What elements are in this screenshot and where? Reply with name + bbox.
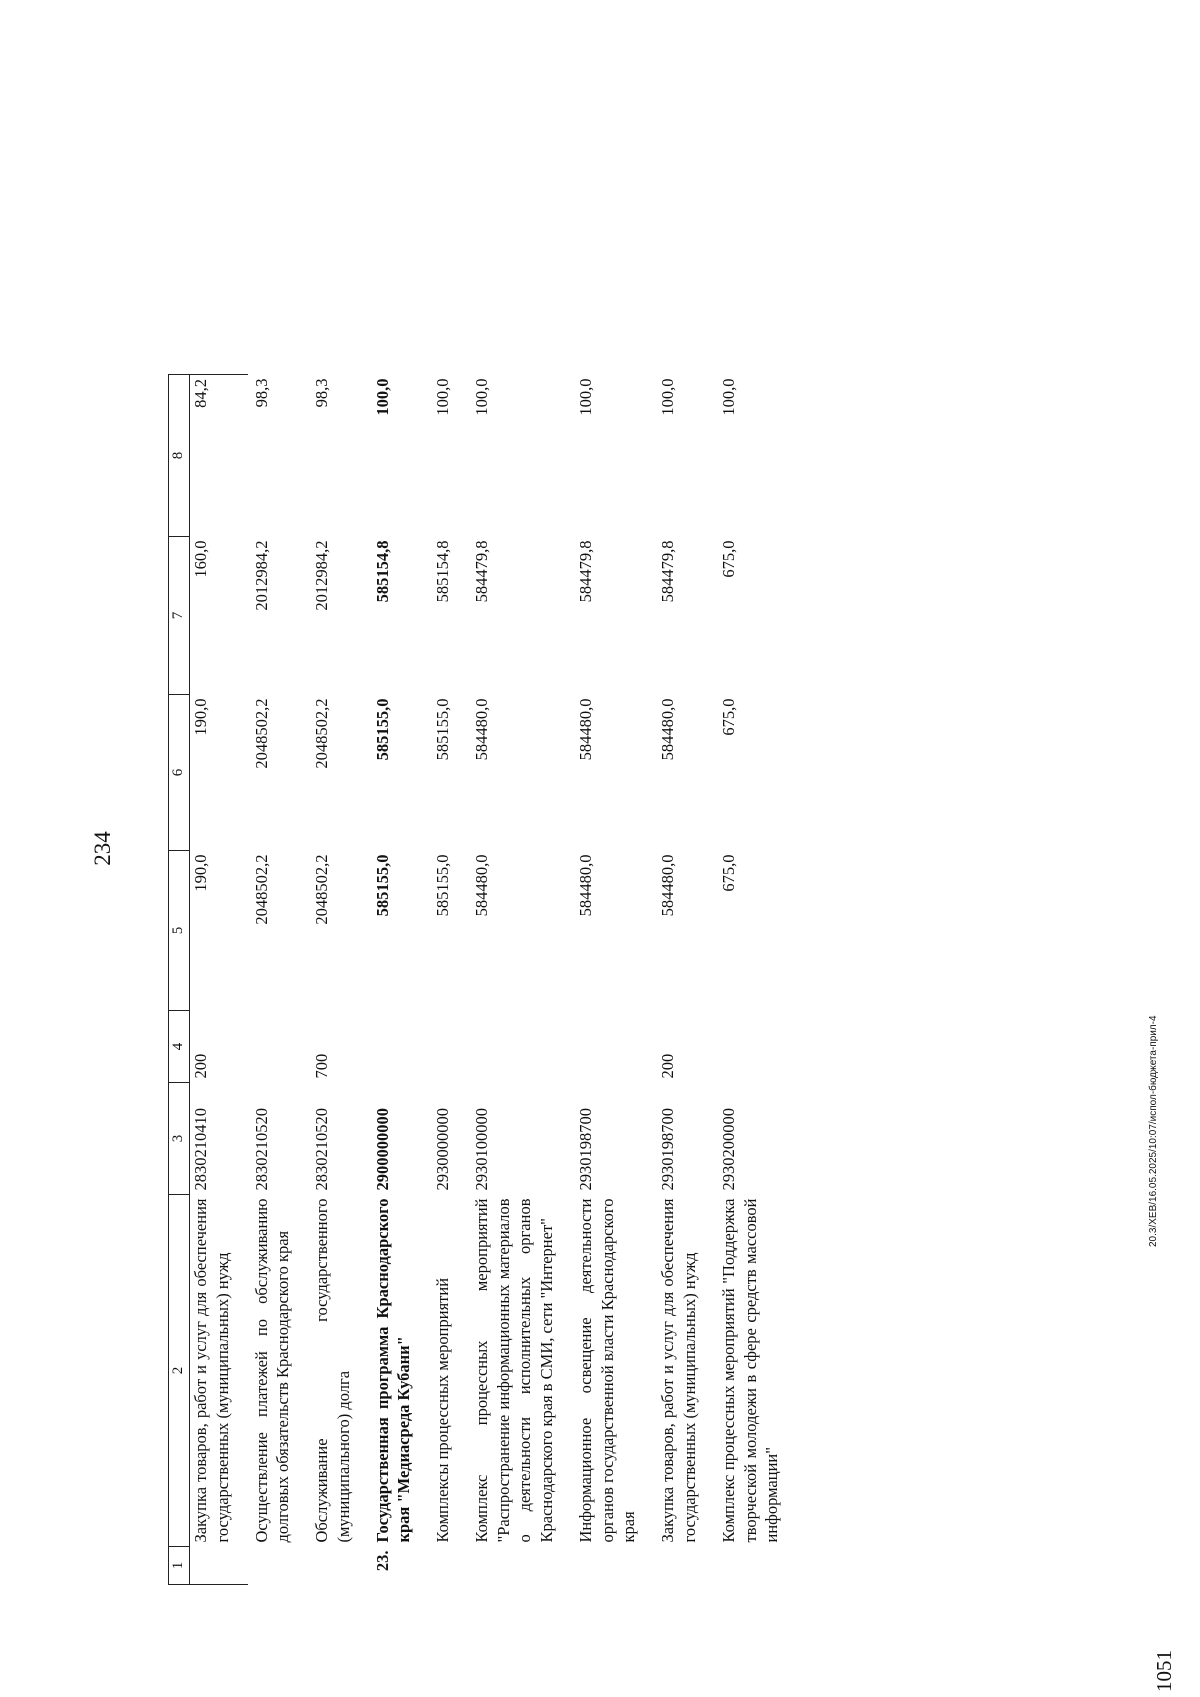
row-index: 23. — [372, 1550, 392, 1572]
sheet-number: 1051 — [1152, 1650, 1176, 1692]
row-col7-value: 585154,8 — [372, 540, 392, 603]
row-expense-type — [369, 1011, 430, 1083]
row-col7-value: 2012984,2 — [251, 540, 271, 611]
row-description: Обслуживание государственного (муниципального) долга — [312, 1198, 353, 1543]
row-index — [248, 1547, 309, 1585]
row-col6-value: 584480,0 — [471, 698, 491, 761]
header-cell-6: 6 — [169, 695, 190, 851]
row-index — [572, 1547, 654, 1585]
row-description: Осуществление платежей по обслуживанию долговых обязательств Краснодарского края — [251, 1198, 293, 1543]
row-col5-value: 190,0 — [191, 854, 210, 892]
row-index — [429, 1547, 468, 1585]
row-col5-value: 2048502,2 — [251, 854, 271, 925]
table-row — [308, 375, 369, 1585]
row-col5-value: 585155,0 — [372, 854, 392, 917]
row-description: Информационное освещение деятельности органов государственной власти Краснодарского края — [575, 1198, 639, 1543]
table-row — [429, 375, 468, 1585]
row-col7-value: 160,0 — [191, 540, 210, 578]
row-expense-type — [248, 1011, 309, 1083]
row-col5-value: 584480,0 — [471, 854, 491, 917]
row-expense-type — [429, 1011, 468, 1083]
row-target-code: 2930000000 — [433, 1108, 453, 1191]
header-cell-7: 7 — [169, 537, 190, 695]
row-col6-value: 584480,0 — [658, 698, 678, 761]
row-target-code: 2830210520 — [312, 1108, 332, 1191]
row-target-code: 2930200000 — [718, 1108, 738, 1191]
row-col8-value: 100,0 — [718, 378, 738, 416]
header-cell-2: 2 — [169, 1195, 190, 1547]
row-col8-value: 100,0 — [575, 378, 595, 416]
row-index — [190, 1547, 248, 1585]
row-col7-value: 584479,8 — [471, 540, 491, 603]
table-row — [715, 375, 797, 1585]
budget-table — [168, 374, 797, 1585]
row-col7-value: 2012984,2 — [312, 540, 332, 611]
row-col8-value: 100,0 — [433, 378, 453, 416]
row-description: Государственная программа Краснодарского края "Медиасреда Кубани" — [372, 1198, 414, 1543]
footer-document-code: 20.3/XEB/16.05.2025/10:07/испол-бюджета-прил-4 — [1148, 1015, 1159, 1247]
row-col5-value: 584480,0 — [575, 854, 595, 917]
row-description: Комплекс процессных мероприятий "Распространение информационных материалов о деятельности исполнительных органов Краснодарского края в СМИ, сети "Интернет" — [471, 1198, 557, 1543]
row-col6-value: 585155,0 — [372, 698, 392, 761]
row-col7-value: 585154,8 — [433, 540, 453, 603]
row-index — [715, 1547, 797, 1585]
row-col6-value: 584480,0 — [575, 698, 595, 761]
table-row — [572, 375, 654, 1585]
table-row — [468, 375, 572, 1585]
row-index — [468, 1547, 572, 1585]
row-col7-value: 584479,8 — [575, 540, 595, 603]
row-col5-value: 2048502,2 — [312, 854, 332, 925]
table-row-program — [369, 375, 430, 1585]
row-expense-type: 200 — [191, 1053, 210, 1079]
table-row — [654, 375, 715, 1585]
table-row — [190, 375, 248, 1585]
row-col8-value: 100,0 — [471, 378, 491, 416]
row-col6-value: 190,0 — [191, 698, 210, 736]
row-target-code: 2830210410 — [191, 1108, 210, 1191]
row-col8-value: 98,3 — [312, 378, 332, 408]
row-target-code: 2930198700 — [575, 1108, 595, 1191]
table-header-row — [169, 375, 190, 1585]
row-col6-value: 675,0 — [718, 698, 738, 736]
row-target-code: 2930100000 — [471, 1108, 491, 1191]
row-expense-type: 700 — [312, 1053, 332, 1079]
row-target-code: 2900000000 — [372, 1108, 392, 1191]
header-cell-3: 3 — [169, 1083, 190, 1195]
row-col8-value: 100,0 — [658, 378, 678, 416]
row-description: Комплексы процессных мероприятий — [433, 1277, 453, 1543]
row-col6-value: 585155,0 — [433, 698, 453, 761]
header-cell-4: 4 — [169, 1011, 190, 1083]
row-col5-value: 675,0 — [718, 854, 738, 892]
row-col5-value: 584480,0 — [658, 854, 678, 917]
row-col5-value: 585155,0 — [433, 854, 453, 917]
row-target-code: 2930198700 — [658, 1108, 678, 1191]
page-number: 234 — [90, 831, 115, 866]
row-col7-value: 584479,8 — [658, 540, 678, 603]
row-description: Закупка товаров, работ и услуг для обеспечения государственных (муниципальных) нужд — [191, 1198, 232, 1543]
row-col6-value: 2048502,2 — [251, 698, 271, 769]
header-cell-1: 1 — [169, 1547, 190, 1585]
row-index — [654, 1547, 715, 1585]
row-target-code: 2830210520 — [251, 1108, 271, 1191]
header-cell-8: 8 — [169, 375, 190, 537]
row-description: Комплекс процессных мероприятий "Поддержка творческой молодежи в сфере средств массовой информации" — [718, 1198, 782, 1543]
row-col6-value: 2048502,2 — [312, 698, 332, 769]
row-col8-value: 84,2 — [190, 375, 248, 537]
table-row — [248, 375, 309, 1585]
row-expense-type — [715, 1011, 797, 1083]
row-col8-value: 100,0 — [372, 378, 392, 416]
row-col8-value: 98,3 — [251, 378, 271, 408]
row-index — [308, 1547, 369, 1585]
header-cell-5: 5 — [169, 851, 190, 1011]
row-description: Закупка товаров, работ и услуг для обеспечения государственных (муниципальных) нужд — [658, 1198, 700, 1543]
row-expense-type — [572, 1011, 654, 1083]
row-expense-type — [468, 1011, 572, 1083]
row-expense-type: 200 — [658, 1053, 678, 1079]
row-col7-value: 675,0 — [718, 540, 738, 578]
